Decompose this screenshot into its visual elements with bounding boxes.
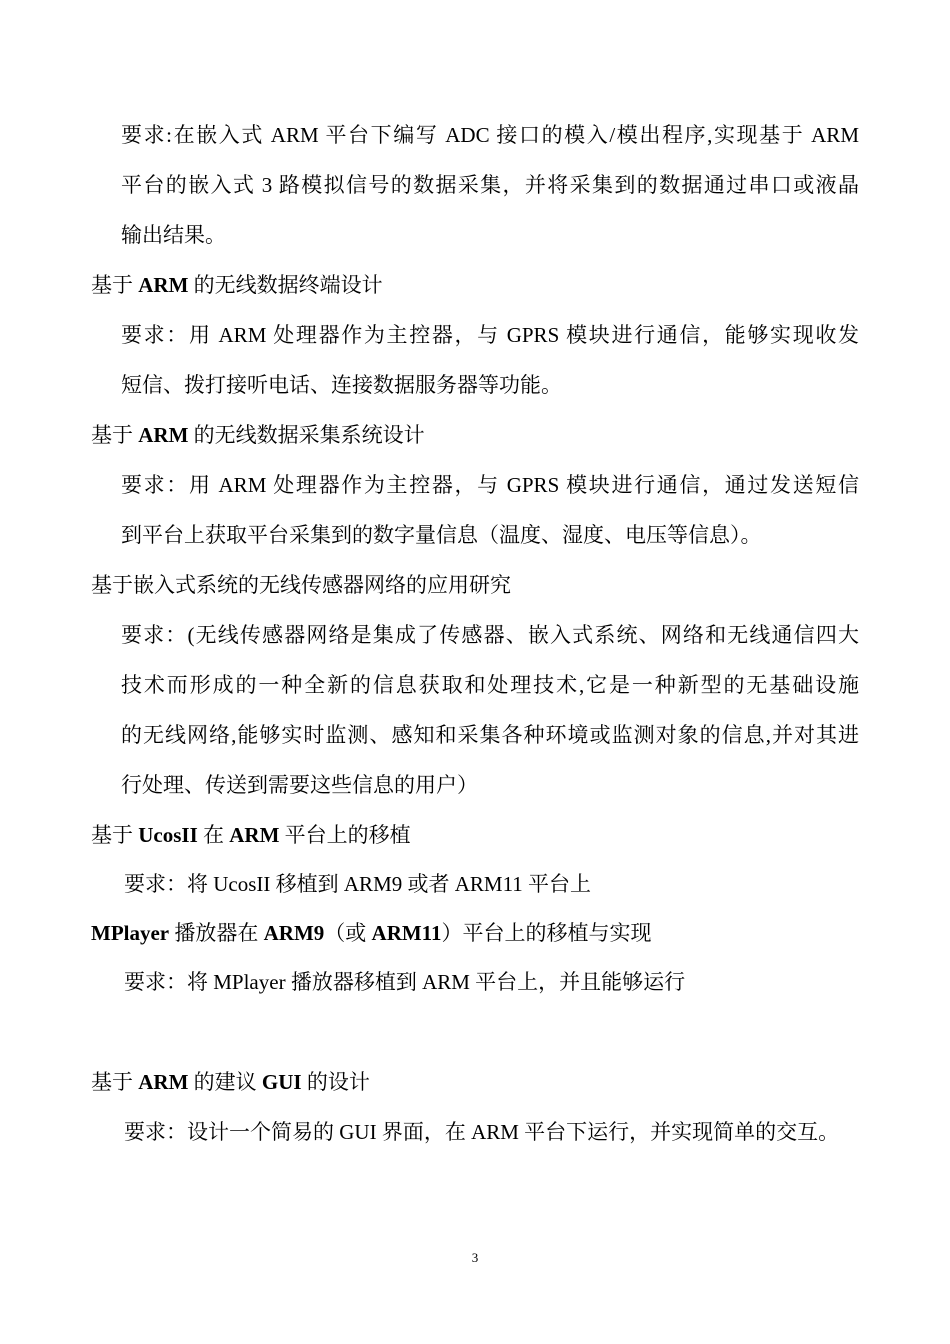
- topic-title: 基于嵌入式系统的无线传感器网络的应用研究: [91, 573, 511, 597]
- requirement-text: 要求:在嵌入式 ARM 平台下编写 ADC 接口的模入/模出程序,实现基于 ARM: [121, 123, 859, 147]
- topic-title: 基于 ARM 的无线数据终端设计: [91, 273, 383, 297]
- requirement-text: 要求：将 UcosII 移植到 ARM9 或者 ARM11 平台上: [124, 872, 592, 896]
- requirement-text: 的无线网络,能够实时监测、感知和采集各种环境或监测对象的信息,并对其进: [121, 723, 859, 747]
- requirement-text: 技术而形成的一种全新的信息获取和处理技术,它是一种新型的无基础设施: [121, 673, 859, 697]
- requirement-text: 短信、拨打接听电话、连接数据服务器等功能。: [121, 373, 562, 397]
- requirement-text: 要求：设计一个简易的 GUI 界面，在 ARM 平台下运行，并实现简单的交互。: [124, 1120, 840, 1144]
- topic-title: 基于 UcosII 在 ARM 平台上的移植: [91, 823, 411, 847]
- requirement-text: 行处理、传送到需要这些信息的用户）: [121, 773, 478, 797]
- requirement-text: 要求：(无线传感器网络是集成了传感器、嵌入式系统、网络和无线通信四大: [121, 623, 859, 647]
- topic-title: MPlayer 播放器在 ARM9（或 ARM11）平台上的移植与实现: [91, 921, 652, 945]
- requirement-text: 平台的嵌入式 3 路模拟信号的数据采集，并将采集到的数据通过串口或液晶: [121, 173, 859, 197]
- requirement-text: 到平台上获取平台采集到的数字量信息（温度、湿度、电压等信息）。: [121, 523, 762, 547]
- requirement-text: 要求：将 MPlayer 播放器移植到 ARM 平台上，并且能够运行: [124, 970, 686, 994]
- requirement-text: 要求：用 ARM 处理器作为主控器，与 GPRS 模块进行通信，能够实现收发: [121, 323, 859, 347]
- page-number: 3: [471, 1250, 479, 1265]
- topic-title: 基于 ARM 的无线数据采集系统设计: [91, 423, 425, 447]
- topic-title: 基于 ARM 的建议 GUI 的设计: [91, 1070, 370, 1094]
- requirement-text: 输出结果。: [121, 223, 226, 247]
- requirement-text: 要求：用 ARM 处理器作为主控器，与 GPRS 模块进行通信，通过发送短信: [121, 473, 859, 497]
